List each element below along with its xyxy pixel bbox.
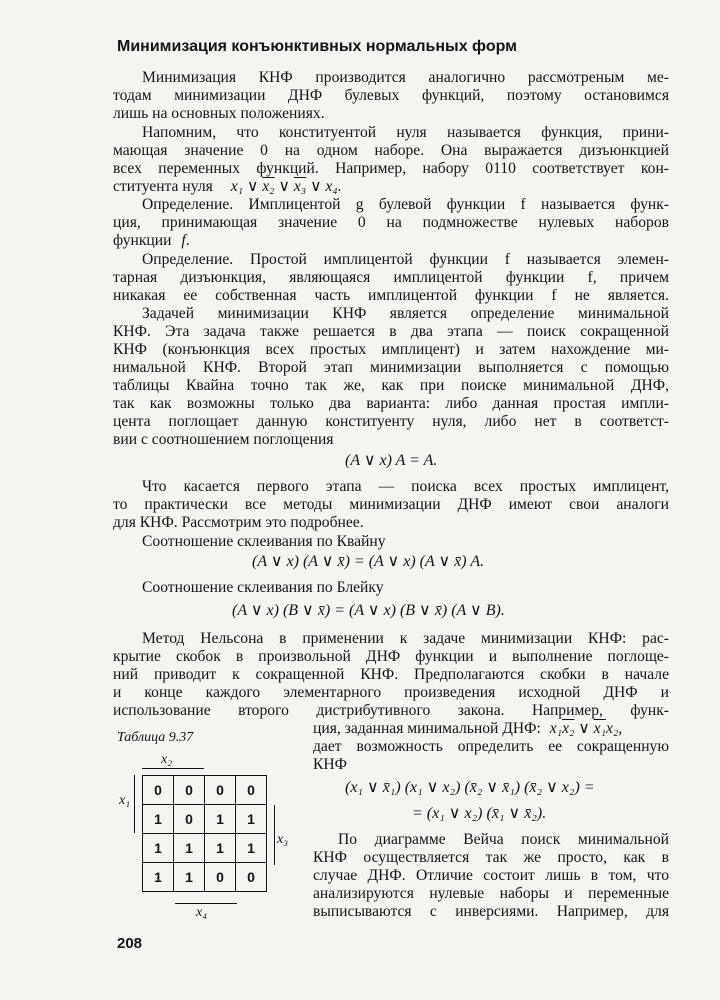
func-word: функции bbox=[113, 232, 172, 249]
formula-absorption: (A ∨ x) A = A. bbox=[345, 452, 438, 469]
text-line: выписываются с инверсиями. Например, для bbox=[313, 903, 669, 920]
text-line: дает возможность определить ее сокращенную bbox=[313, 738, 669, 755]
cell: 1 bbox=[143, 805, 174, 834]
bracket-x2 bbox=[142, 768, 204, 773]
text-line: По диаграмме Вейча поиск минимальной bbox=[338, 831, 669, 848]
bracket-x3 bbox=[270, 805, 275, 865]
text-line: для КНФ. Рассмотрим это подробнее. bbox=[113, 514, 364, 531]
label-x2: x₂ bbox=[161, 752, 173, 767]
math-f: f bbox=[181, 232, 186, 249]
text-line: Что касается первого этапа — поиска всех простых имплицент, bbox=[142, 478, 669, 495]
veitch-diagram bbox=[142, 775, 267, 892]
table-row bbox=[143, 805, 267, 834]
cell: 0 bbox=[205, 863, 236, 892]
text-line: мающая значение 0 на одном наборе. Она выражается дизъюнкцией bbox=[113, 142, 669, 159]
cell: 1 bbox=[143, 863, 174, 892]
text-line: Определение. Простой имплицентой функции f называется элемен- bbox=[142, 251, 669, 268]
cell: 1 bbox=[174, 834, 205, 863]
text-line: случае ДНФ. Отличие состоит лишь в том, что bbox=[313, 867, 669, 884]
text-line: Соотношение склеивания по Блейку bbox=[142, 579, 384, 596]
label-x1: x₁ bbox=[119, 793, 131, 808]
text-line: ция, принимающая значение 0 на подмножестве нулевых наборов bbox=[113, 214, 669, 231]
table-caption: Таблица 9.37 bbox=[117, 730, 194, 745]
konst-text: ституента нуля bbox=[113, 178, 213, 195]
cell: 1 bbox=[143, 834, 174, 863]
text-line: нимальной КНФ. Второй этап минимизации выполняется с помощью bbox=[113, 359, 669, 376]
section-heading: Минимизация конъюнктивных нормальных форм bbox=[117, 38, 517, 55]
text-line: анализируются нулевые наборы и переменные bbox=[313, 885, 669, 902]
label-x4: x₄ bbox=[196, 905, 208, 920]
bracket-x4 bbox=[175, 899, 237, 904]
text-line bbox=[113, 178, 669, 195]
text-line: то практически все методы минимизации ДНФ имеют свои аналоги bbox=[113, 496, 669, 513]
text-line: лишь на основных положениях. bbox=[113, 105, 325, 122]
text-line: таблицы Квайна точно так же, как при поиске минимальной ДНФ, bbox=[113, 377, 669, 394]
text-line: КНФ bbox=[313, 756, 347, 773]
label-x3: x₃ bbox=[277, 832, 289, 847]
text-line: тодам минимизации ДНФ булевых функций, поэтому остановимся bbox=[113, 87, 669, 104]
cell: 1 bbox=[205, 805, 236, 834]
text-line: цента поглощает данную конституенту нуля, либо нет в соответст- bbox=[113, 413, 669, 430]
text-line: КНФ осуществляется так же просто, как в bbox=[313, 849, 669, 866]
formula-blake: (A ∨ x) (B ∨ x̄) = (A ∨ x) (B ∨ x̄) (A ∨ B). bbox=[232, 602, 505, 619]
formula-quine: (A ∨ x) (A ∨ x̄) = (A ∨ x) (A ∨ x̄) A. bbox=[252, 553, 485, 570]
text-line: Метод Нельсона в применении к задаче минимизации КНФ: рас- bbox=[142, 630, 669, 647]
text-line: всех переменных функций. Например, набору 0110 соответствует кон- bbox=[113, 160, 669, 177]
cell: 0 bbox=[236, 776, 267, 805]
table-row bbox=[143, 776, 267, 805]
text-line: никакая ее собственная часть имплицентой функции f не является. bbox=[113, 287, 669, 304]
text-line: использование второго дистрибутивного закона. Например, функ- bbox=[113, 702, 669, 719]
text-line: КНФ. Эта задача также решается в два этапа — поиск сокращенной bbox=[113, 323, 669, 340]
cell: 0 bbox=[174, 776, 205, 805]
text-span: ция, заданная минимальной ДНФ: bbox=[313, 720, 541, 737]
cell: 0 bbox=[174, 805, 205, 834]
cell: 0 bbox=[143, 776, 174, 805]
text-line: Минимизация КНФ производится аналогично рассмотреным ме- bbox=[142, 69, 669, 86]
text-line: и конце каждого элементарного произведения исходной ДНФ и bbox=[113, 684, 669, 701]
text-line: крытие скобок в произвольной ДНФ функции и выполнение поглоще- bbox=[113, 648, 669, 665]
table-row bbox=[143, 834, 267, 863]
text-line: Задачей минимизации КНФ является определение минимальной bbox=[142, 305, 669, 322]
math-inline: x₁x₂ ∨ x₁x₂, bbox=[549, 720, 623, 737]
text-line: Определение. Имплицентой g булевой функции f называется функ- bbox=[142, 196, 669, 213]
text-line: функции f. bbox=[113, 232, 190, 249]
text-line: КНФ (конъюнкция всех простых имплицент) и затем нахождение ми- bbox=[113, 341, 669, 358]
cell: 1 bbox=[236, 805, 267, 834]
cell: 1 bbox=[205, 834, 236, 863]
cell: 0 bbox=[205, 776, 236, 805]
text-line: тарная дизъюнкция, являющаяся имплицентой функции f, причем bbox=[113, 269, 669, 286]
text-line: Соотношение склеивания по Квайну bbox=[142, 533, 386, 550]
math-inline: x₁ ∨ x₂ ∨ x₃ ∨ x₄. bbox=[230, 178, 342, 195]
table-row bbox=[143, 863, 267, 892]
text-line: так как возможны только два варианта: либо данная простая импли- bbox=[113, 395, 669, 412]
page-number: 208 bbox=[117, 935, 143, 952]
formula-knf-1: (x₁ ∨ x̄₁) (x₁ ∨ x₂) (x̄₂ ∨ x̄₁) (x̄₂ ∨ x₂) = bbox=[345, 779, 595, 796]
text-line bbox=[313, 720, 669, 737]
formula-knf-2: = (x₁ ∨ x₂) (x̄₁ ∨ x̄₂). bbox=[412, 805, 547, 822]
text-line: ний приводит к сокращенной КНФ. Предполагаются скобки в начале bbox=[113, 666, 669, 683]
bracket-x1 bbox=[134, 775, 139, 833]
text-line: Напомним, что конституентой нуля называется функция, прини- bbox=[142, 124, 669, 141]
cell: 1 bbox=[174, 863, 205, 892]
text-line: вии с соотношением поглощения bbox=[113, 431, 334, 448]
cell: 1 bbox=[236, 834, 267, 863]
cell: 0 bbox=[236, 863, 267, 892]
